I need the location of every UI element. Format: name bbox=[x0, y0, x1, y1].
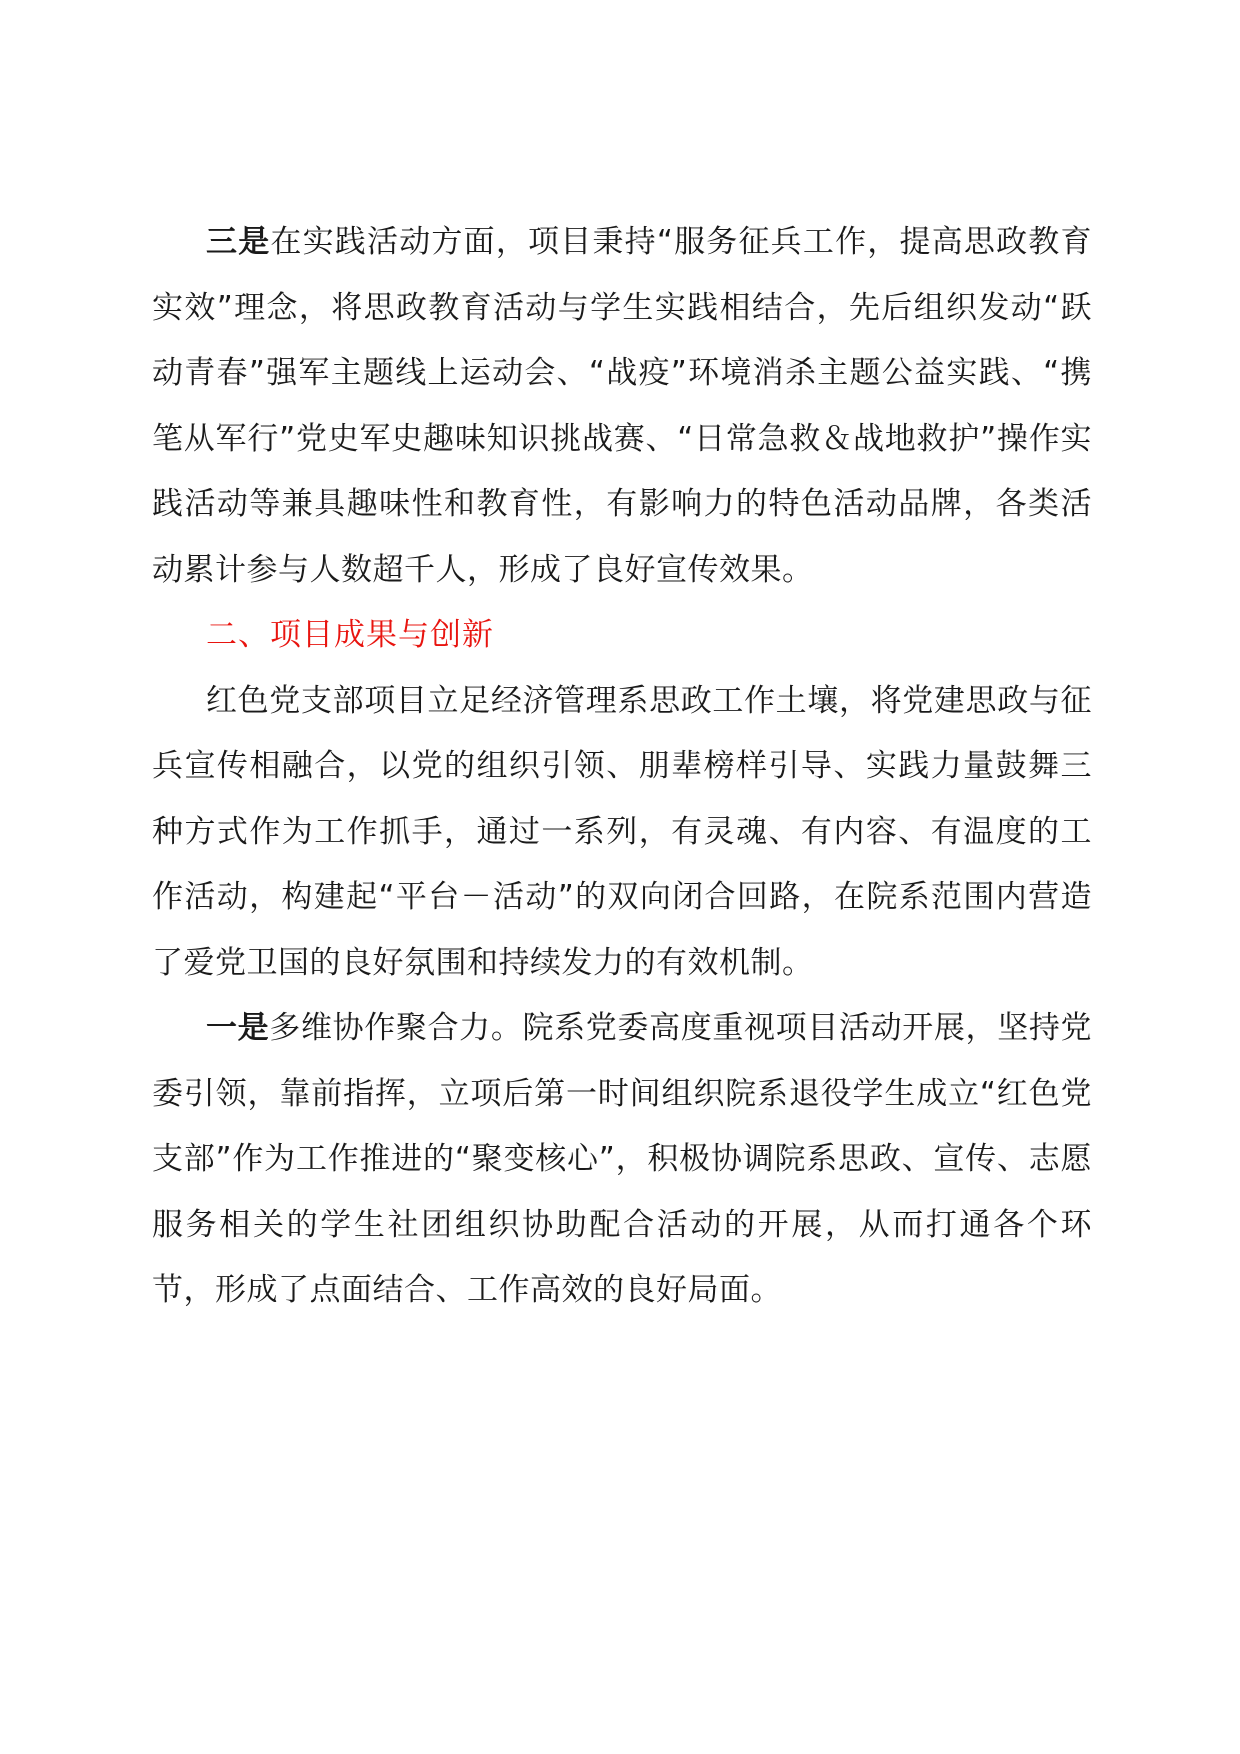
paragraph-lead-bold: 三是 bbox=[206, 224, 271, 260]
paragraph-lead-bold: 一是 bbox=[206, 1010, 270, 1046]
section-heading-results-innovation: 二、项目成果与创新 bbox=[206, 617, 494, 653]
paragraph-text: 多维协作聚合力。院系党委高度重视项目活动开展，坚持党委引领，靠前指挥，立项后第一时间组织院系退役学生成立“红色党支部”作为工作推进的“聚变核心”，积极协调院系思政、宣传、志愿服务相关的学生社团组织协助配合活动的开展，从而打通各个环节，形成了点面结合、工作高效的良好局面。 bbox=[152, 1010, 1092, 1308]
paragraph-practice-activities bbox=[152, 210, 1092, 603]
document-body bbox=[152, 210, 1092, 1324]
paragraph-project-overview bbox=[152, 669, 1092, 997]
paragraph-text: 在实践活动方面，项目秉持“服务征兵工作，提高思政教育实效”理念，将思政教育活动与学生实践相结合，先后组织发动“跃动青春”强军主题线上运动会、“战疫”环境消杀主题公益实践、“携笔从军行”党史军史趣味知识挑战赛、“日常急救＆战地救护”操作实践活动等兼具趣味性和教育性，有影响力的特色活动品牌，各类活动累计参与人数超千人，形成了良好宣传效果。 bbox=[152, 224, 1092, 588]
paragraph-text: 红色党支部项目立足经济管理系思政工作土壤，将党建思政与征兵宣传相融合，以党的组织引领、朋辈榜样引导、实践力量鼓舞三种方式作为工作抓手，通过一系列，有灵魂、有内容、有温度的工作活动，构建起“平台－活动”的双向闭合回路，在院系范围内营造了爱党卫国的良好氛围和持续发力的有效机制。 bbox=[152, 682, 1092, 981]
paragraph-multi-dimensional-cooperation bbox=[152, 996, 1092, 1324]
